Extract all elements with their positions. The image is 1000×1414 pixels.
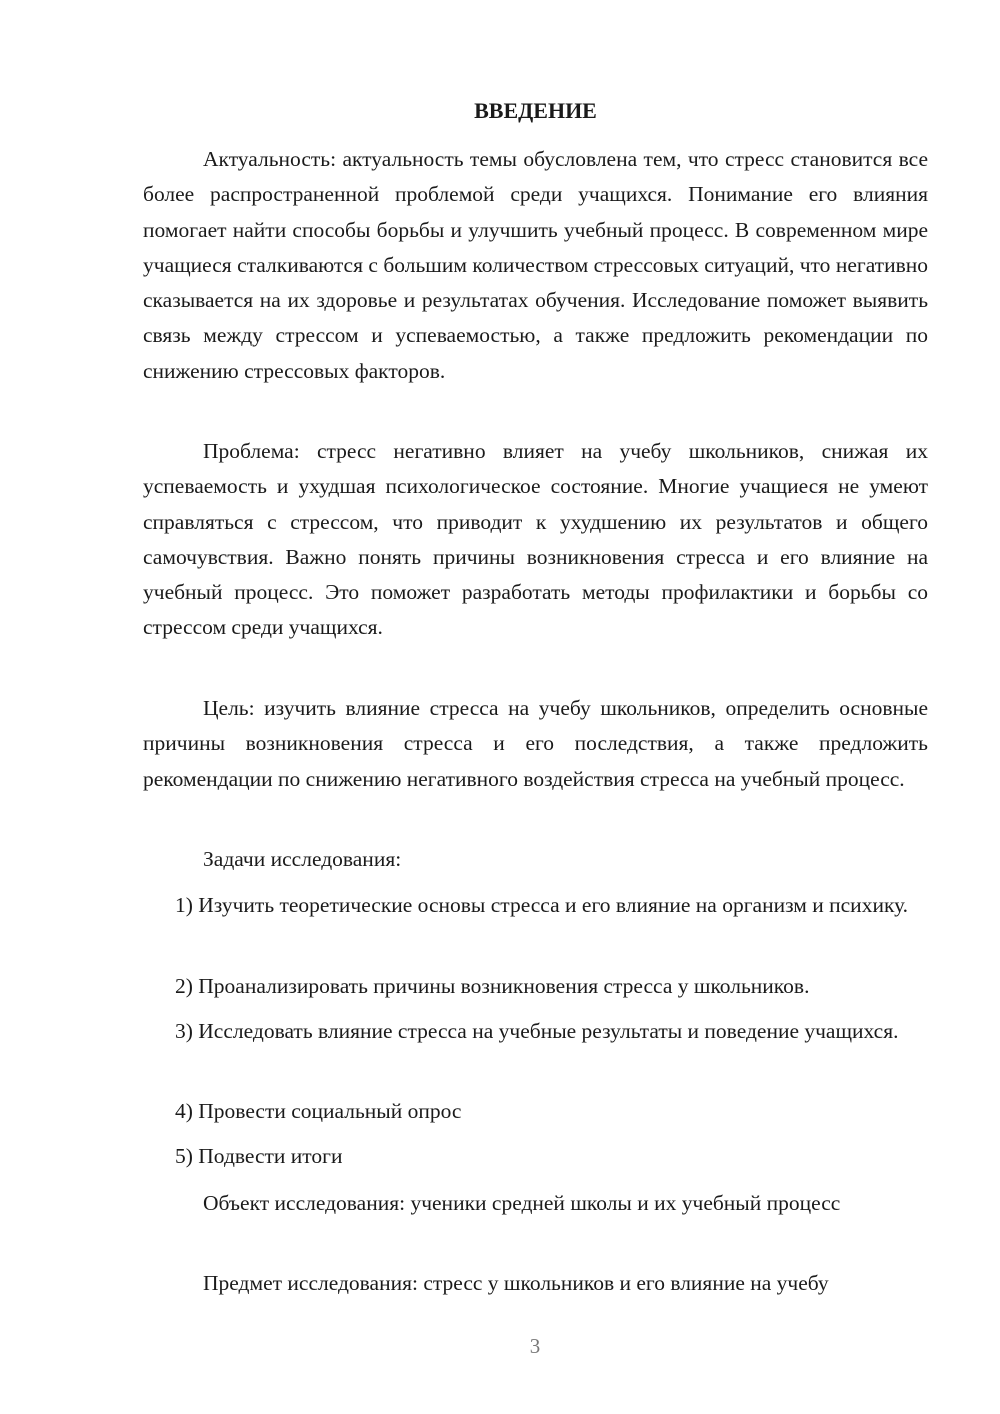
tasks-heading: Задачи исследования: — [203, 847, 402, 871]
page-number: 3 — [529, 1334, 541, 1358]
object-paragraph: Объект исследования: ученики средней школы и их учебный процесс — [203, 1191, 841, 1215]
problem-paragraph: Проблема: стресс негативно влияет на учебу школьников, снижая их успеваемость и ухудшая психологическое состояние. Многие учащиеся не умеют справляться с стрессом, что приводит к ухудшению их результатов и общего самочувствия. Важно понять причины возникновения стресса и его влияние на учебный процесс. Это поможет разработать методы профилактики и борьбы со стрессом среди учащихся. — [143, 439, 928, 640]
task-item-1: 1) Изучить теоретические основы стресса и его влияние на организм и психику. — [175, 893, 909, 917]
page-title: ВВЕДЕНИЕ — [474, 98, 597, 123]
task-item-2: 2) Проанализировать причины возникновения стресса у школьников. — [175, 974, 810, 998]
relevance-paragraph: Актуальность: актуальность темы обусловлена тем, что стресс становится все более распространенной проблемой среди учащихся. Понимание его влияния помогает найти способы борьбы и улучшить учебный процесс. В современном мире учащиеся сталкиваются с большим количеством стрессовых ситуаций, что негативно сказывается на их здоровье и результатах обучения. Исследование поможет выявить связь между стрессом и успеваемостью, а также предложить рекомендации по снижению стрессовых факторов. — [143, 147, 928, 383]
task-item-3: 3) Исследовать влияние стресса на учебные результаты и поведение учащихся. — [175, 1019, 899, 1043]
task-item-4: 4) Провести социальный опрос — [175, 1099, 462, 1123]
task-item-5: 5) Подвести итоги — [175, 1144, 343, 1168]
goal-paragraph: Цель: изучить влияние стресса на учебу школьников, определить основные причины возникновения стресса и его последствия, а также предложить рекомендации по снижению негативного воздействия стресса на учебный процесс. — [143, 696, 928, 791]
subject-paragraph: Предмет исследования: стресс у школьников и его влияние на учебу — [203, 1271, 829, 1295]
